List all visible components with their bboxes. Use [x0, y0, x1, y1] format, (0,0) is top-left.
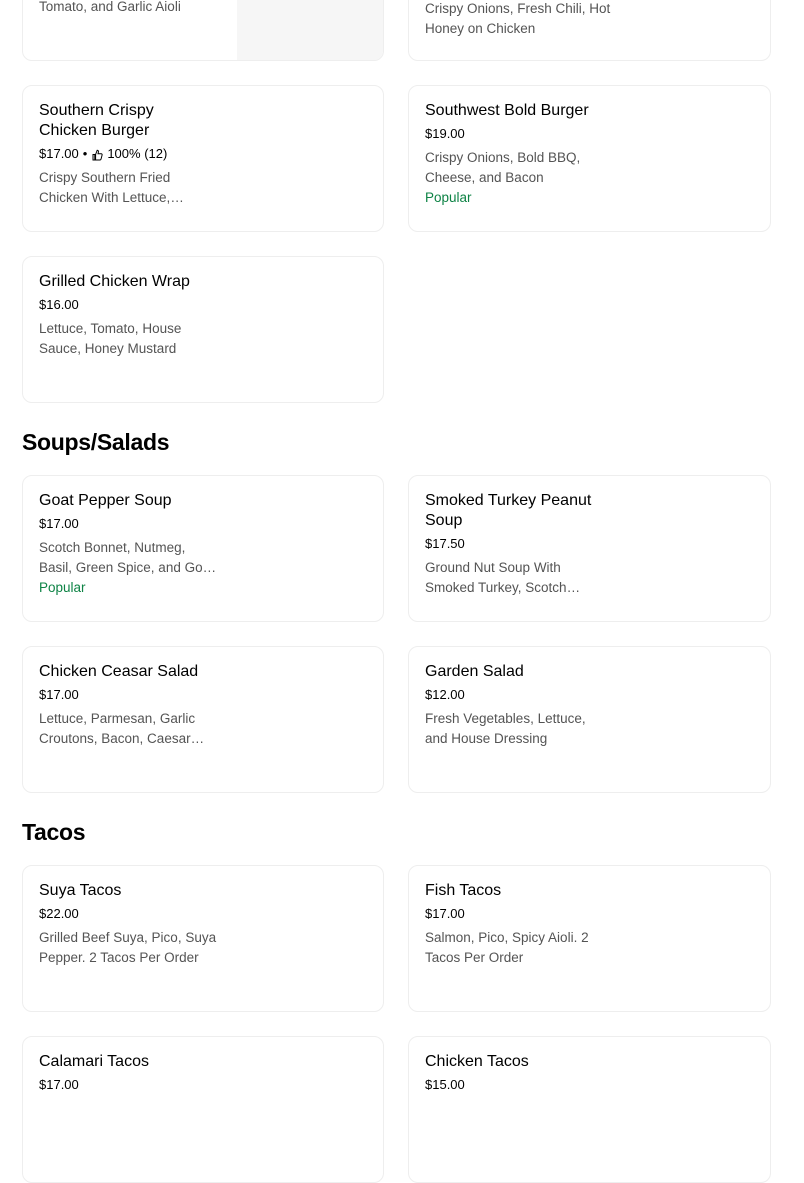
- item-name: Grilled Chicken Wrap: [39, 273, 190, 290]
- item-meta: [39, 686, 214, 704]
- section-title-tacos: Tacos: [22, 819, 86, 845]
- separator: •: [82, 146, 88, 161]
- item-image: [237, 0, 383, 60]
- item-description: Lettuce, Tomato, House Sauce, Honey Mustard: [39, 321, 182, 356]
- item-description: Scotch Bonnet, Nutmeg, Basil, Green Spice, and Goat: [39, 540, 214, 575]
- item-description: Crispy Southern Fried Chicken With Lettuce,: [39, 170, 171, 205]
- item-price: $19.00: [425, 126, 465, 141]
- item-description: Lettuce, Parmesan, Garlic Croutons, Bacon, Caesar: [39, 711, 196, 746]
- item-description: Ground Nut Soup With Smoked Turkey, Scotch: [425, 560, 567, 595]
- item-price: $17.00: [39, 1077, 79, 1092]
- menu-item-card[interactable]: [408, 0, 771, 61]
- item-meta: [425, 1076, 615, 1094]
- item-name: Calamari Tacos: [39, 1053, 149, 1070]
- menu-item-card[interactable]: [22, 1036, 384, 1183]
- item-name: Fish Tacos: [425, 882, 502, 899]
- item-meta: [39, 515, 219, 533]
- item-price: $17.00: [39, 687, 79, 702]
- item-price: $22.00: [39, 906, 79, 921]
- popular-badge: Popular: [425, 190, 472, 205]
- item-price: $15.00: [425, 1077, 465, 1092]
- item-price: $17.00: [425, 906, 465, 921]
- item-name: Garden Salad: [425, 663, 524, 680]
- item-description: Salmon, Pico, Spicy Aioli. 2 Tacos Per Order: [425, 930, 589, 965]
- item-description: Tomato, and Garlic Aioli: [39, 0, 181, 14]
- item-meta: [425, 905, 605, 923]
- menu-item-card[interactable]: [22, 865, 384, 1012]
- item-price: $17.50: [425, 536, 465, 551]
- item-meta: [39, 296, 214, 314]
- menu-item-card[interactable]: [408, 1036, 771, 1183]
- item-meta: [425, 686, 605, 704]
- item-name: Smoked Turkey Peanut Soup: [425, 492, 592, 529]
- menu-item-card[interactable]: [408, 85, 771, 232]
- menu-item-card[interactable]: [408, 865, 771, 1012]
- thumbs-up-icon: [91, 148, 103, 160]
- item-price: $16.00: [39, 297, 79, 312]
- menu-item-card[interactable]: [22, 475, 384, 622]
- item-meta: [425, 535, 610, 553]
- item-price: $17.00: [39, 516, 79, 531]
- item-description: Fresh Vegetables, Lettuce, and House Dressing: [425, 711, 586, 746]
- item-meta: [39, 1076, 229, 1094]
- item-meta: [39, 145, 214, 163]
- item-description: Grilled Beef Suya, Pico, Suya Pepper. 2 Tacos Per Order: [39, 930, 217, 965]
- item-meta: [425, 125, 615, 143]
- item-description: Crispy Onions, Fresh Chili, Hot Honey on Chicken: [425, 1, 611, 36]
- menu-item-card[interactable]: [22, 0, 384, 61]
- menu-item-card[interactable]: [22, 256, 384, 403]
- item-name: Suya Tacos: [39, 882, 122, 899]
- item-name: Chicken Tacos: [425, 1053, 529, 1070]
- popular-badge: Popular: [39, 580, 86, 595]
- item-price: $12.00: [425, 687, 465, 702]
- item-name: Goat Pepper Soup: [39, 492, 172, 509]
- menu-item-card[interactable]: [408, 475, 771, 622]
- item-name: Southern Crispy Chicken Burger: [39, 102, 154, 139]
- item-rating: 100% (12): [107, 146, 168, 161]
- item-price: $17.00: [39, 146, 79, 161]
- menu-item-card[interactable]: [22, 646, 384, 793]
- section-title-soups-salads: Soups/Salads: [22, 429, 170, 455]
- item-meta: [39, 905, 229, 923]
- item-name: Chicken Ceasar Salad: [39, 663, 199, 680]
- menu-item-card[interactable]: [22, 85, 384, 232]
- item-description: Crispy Onions, Bold BBQ, Cheese, and Bacon: [425, 150, 581, 185]
- item-name: Southwest Bold Burger: [425, 102, 589, 119]
- menu-item-card[interactable]: [408, 646, 771, 793]
